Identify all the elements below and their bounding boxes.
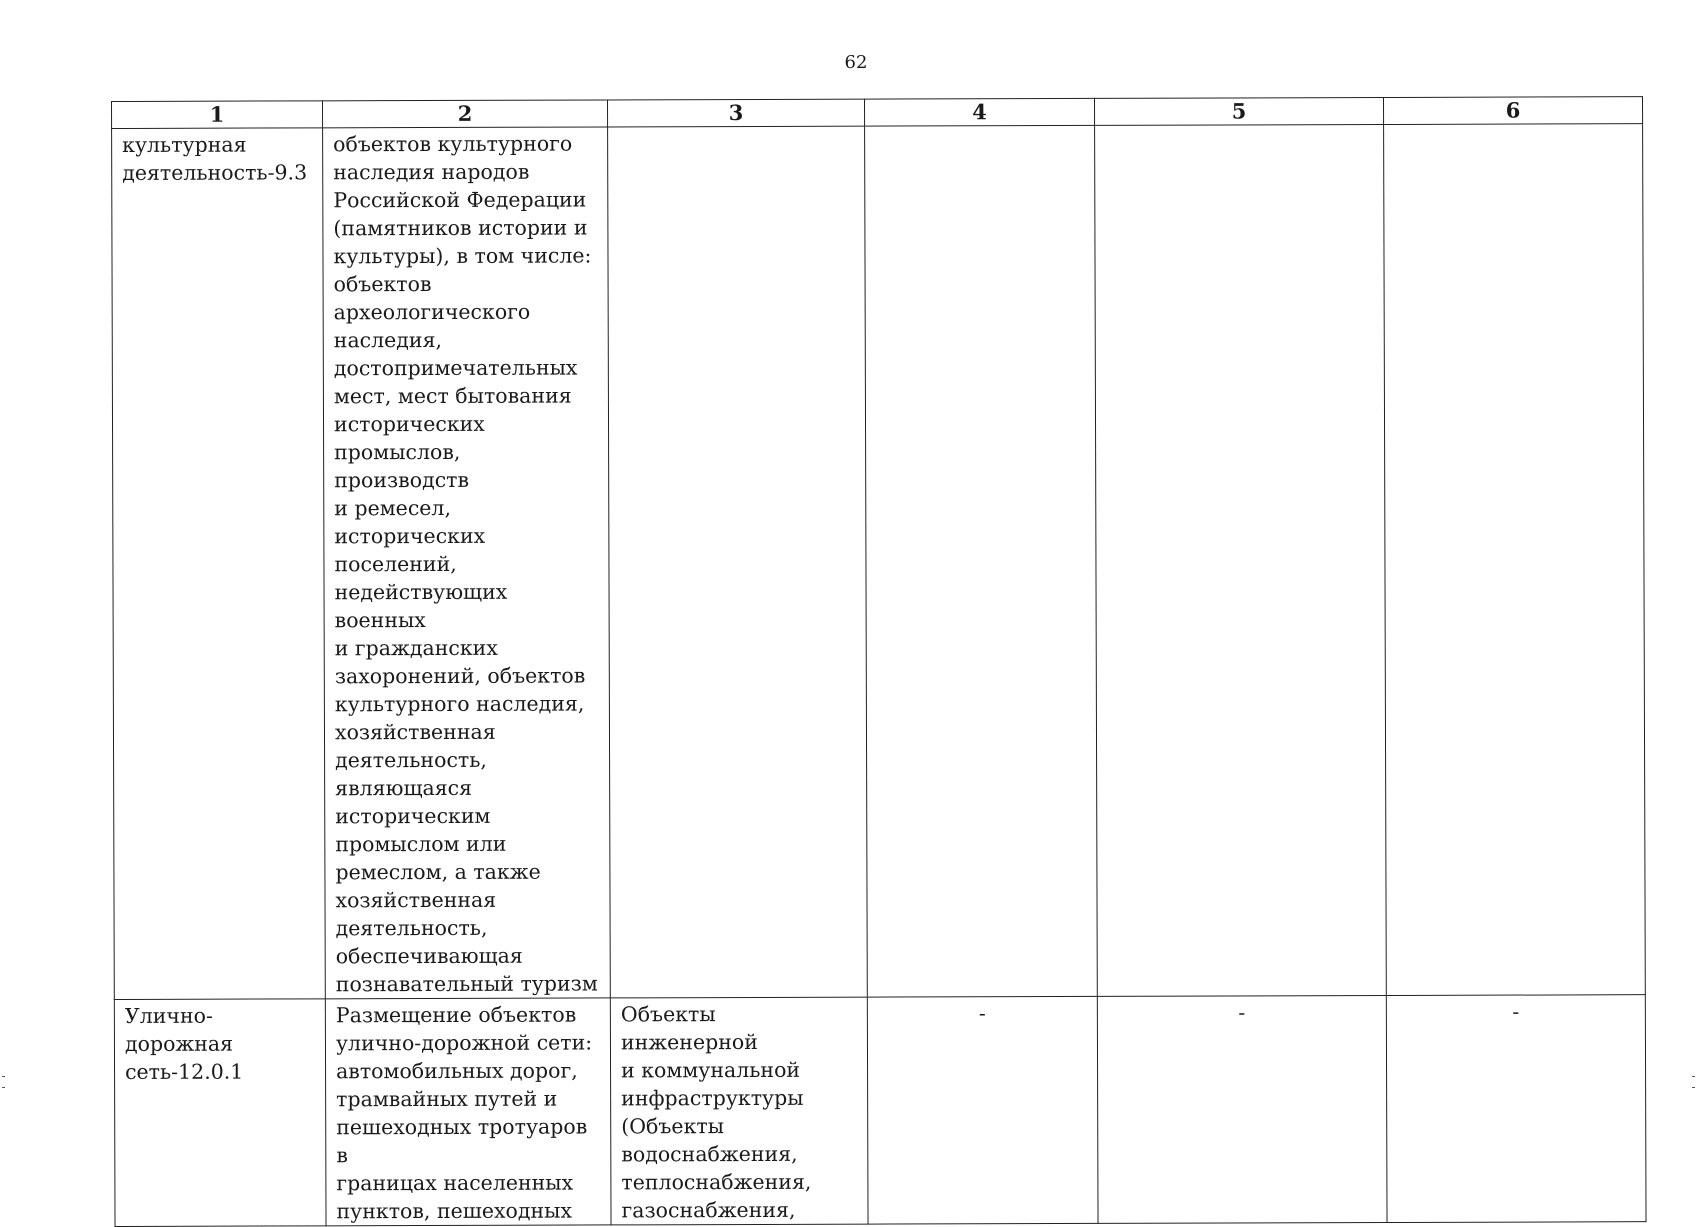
cell-col3: Объекты инженерной и коммунальной инфраструктуры (Объекты водоснабжения, теплоснабжения, газоснабжения, — [610, 997, 868, 1225]
left-edge-scan-mark — [2, 1076, 5, 1088]
zoning-table — [111, 96, 1647, 1227]
column-header-5: 5 — [1094, 98, 1383, 126]
cell-description: объектов культурного наследия народов Российской Федерации (памятников истории и культуры), в том числе: объектов археологического наследия, достопримечательных мест, мест бытования исторических промыслов, производств и ремесел, исторических поселений, недействующих военных и гражданских захоронений, объектов культурного наследия, хозяйственная деятельность, являющаяся историческим промыслом или ремеслом, а также хозяйственная деятельность, обеспечивающая познавательный туризм — [323, 127, 611, 999]
column-header-1: 1 — [112, 101, 323, 129]
cell-col4 — [865, 125, 1098, 997]
page-number: 62 — [844, 52, 868, 73]
cell-col6 — [1384, 124, 1646, 996]
cell-col4: - — [867, 996, 1098, 1224]
cell-description: Размещение объектов улично-дорожной сети: автомобильных дорог, трамвайных путей и пешеходных тротуаров в границах населенных пунктов, пешеходных — [325, 998, 611, 1226]
column-header-4: 4 — [864, 98, 1094, 126]
table-row — [112, 124, 1646, 1000]
cell-land-use-type: Улично-дорожная сеть-12.0.1 — [114, 999, 326, 1227]
right-edge-scan-mark — [1692, 1076, 1695, 1088]
column-header-6: 6 — [1383, 97, 1642, 125]
cell-col3 — [608, 126, 868, 998]
cell-land-use-type: культурная деятельность-9.3 — [112, 128, 326, 1000]
cell-col6: - — [1386, 995, 1646, 1223]
cell-col5 — [1095, 125, 1387, 997]
column-header-3: 3 — [607, 99, 864, 127]
table-row — [114, 995, 1646, 1227]
cell-col5: - — [1097, 995, 1387, 1223]
column-header-2: 2 — [323, 100, 608, 128]
